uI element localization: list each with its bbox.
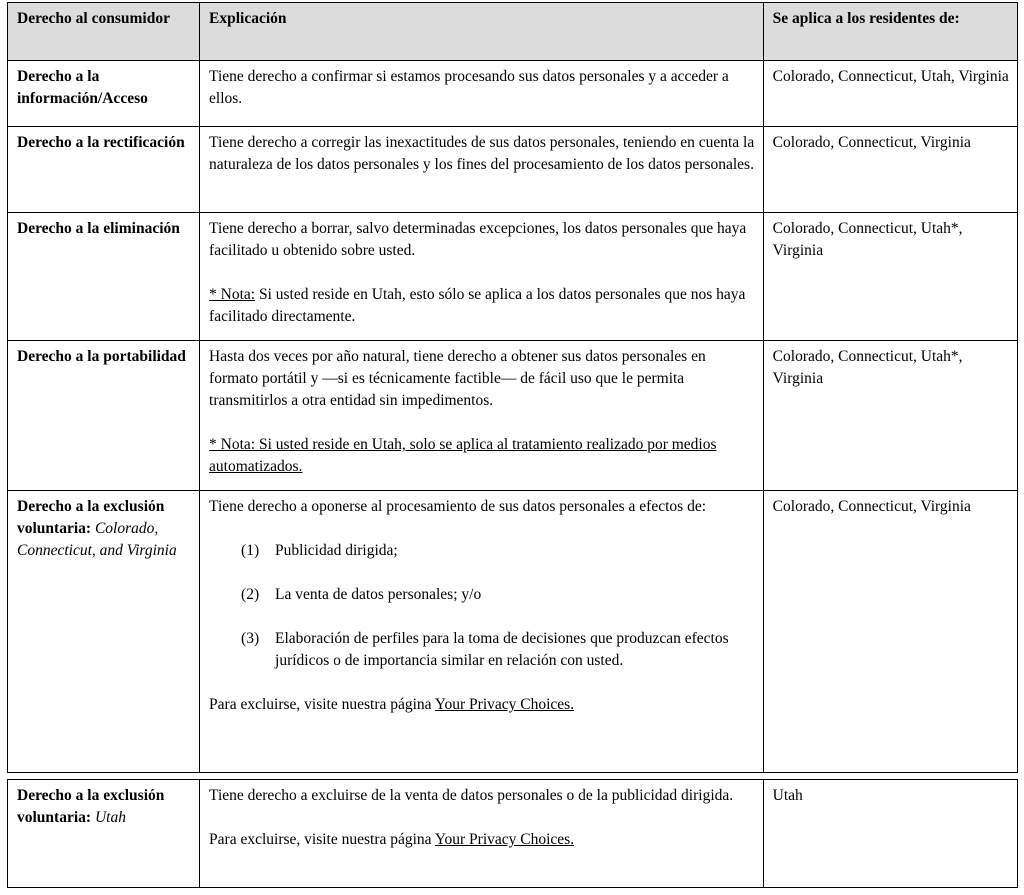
right-explanation-cell	[200, 213, 764, 341]
right-applies: Utah	[763, 780, 1017, 888]
right-explanation: Tiene derecho a confirmar si estamos procesando sus datos personales y a acceder a ellos.	[200, 61, 764, 127]
table-row	[8, 780, 1018, 888]
right-explanation-cell	[200, 341, 764, 491]
right-applies: Colorado, Connecticut, Utah*, Virginia	[763, 213, 1017, 341]
list-item-text: Elaboración de perfiles para la toma de decisiones que produzcan efectos jurídicos o de importancia similar en relación con usted.	[275, 630, 729, 669]
right-applies: Colorado, Connecticut, Virginia	[763, 491, 1017, 773]
opt-out-instruction	[209, 694, 755, 716]
right-explanation: Tiene derecho a excluirse de la venta de datos personales o de la publicidad dirigida.	[209, 787, 734, 804]
right-name: Derecho a la portabilidad	[8, 341, 200, 491]
right-explanation-cell	[200, 780, 764, 888]
table-row	[8, 491, 1018, 773]
purpose-list	[209, 540, 755, 672]
right-explanation-cell	[200, 491, 764, 773]
right-name: Derecho a la eliminación	[8, 213, 200, 341]
right-name: Derecho a la exclusión voluntaria:	[17, 498, 165, 537]
right-explanation: Tiene derecho a borrar, salvo determinadas excepciones, los datos personales que haya facilitado u obtenido sobre usted.	[209, 220, 747, 259]
table-row	[8, 127, 1018, 213]
right-explanation: Hasta dos veces por año natural, tiene derecho a obtener sus datos personales en formato portátil y —si es técnicamente factible— de fácil uso que le permita transmitirlos a otra entidad sin impedimentos.	[209, 348, 706, 409]
consumer-rights-table-continued	[7, 779, 1018, 888]
list-item	[209, 540, 755, 562]
right-applies: Colorado, Connecticut, Utah, Virginia	[763, 61, 1017, 127]
right-states: Colorado, Connecticut, and Virginia	[17, 520, 177, 559]
right-name: Derecho a la exclusión voluntaria:	[17, 787, 165, 826]
header-explanation: Explicación	[200, 3, 764, 61]
right-states: Utah	[91, 809, 126, 826]
list-item-number: (2)	[241, 586, 260, 603]
note-label: * Nota:	[209, 286, 256, 303]
table-row	[8, 61, 1018, 127]
right-name-cell	[8, 780, 200, 888]
list-item-text: Publicidad dirigida;	[275, 542, 398, 559]
list-item-number: (3)	[241, 630, 260, 647]
consumer-rights-table	[7, 2, 1018, 773]
table-header-row	[8, 3, 1018, 61]
note-text: Si usted reside en Utah, esto sólo se aplica a los datos personales que nos haya facilitado directamente.	[209, 286, 746, 325]
table-row	[8, 213, 1018, 341]
list-item	[209, 628, 755, 672]
list-item-text: La venta de datos personales; y/o	[275, 586, 482, 603]
header-consumer-right: Derecho al consumidor	[8, 3, 200, 61]
opt-out-text: Para excluirse, visite nuestra página	[209, 696, 435, 713]
privacy-choices-link[interactable]: Your Privacy Choices.	[434, 696, 575, 713]
table-row	[8, 341, 1018, 491]
right-applies: Colorado, Connecticut, Virginia	[763, 127, 1017, 213]
note	[209, 284, 755, 328]
right-explanation: Tiene derecho a corregir las inexactitudes de sus datos personales, teniendo en cuenta la naturaleza de los datos personales y los fines del procesamiento de los datos personales.	[200, 127, 764, 213]
right-name: Derecho a la rectificación	[8, 127, 200, 213]
list-item	[209, 584, 755, 606]
note: * Nota: Si usted reside en Utah, solo se aplica al tratamiento realizado por medios automatizados.	[209, 436, 717, 475]
opt-out-text: Para excluirse, visite nuestra página	[209, 831, 435, 848]
header-applies-to: Se aplica a los residentes de:	[763, 3, 1017, 61]
privacy-choices-link[interactable]: Your Privacy Choices.	[434, 831, 575, 848]
right-applies: Colorado, Connecticut, Utah*, Virginia	[763, 341, 1017, 491]
opt-out-instruction	[209, 829, 755, 851]
right-name-cell	[8, 491, 200, 773]
right-explanation: Tiene derecho a oponerse al procesamiento de sus datos personales a efectos de:	[209, 498, 707, 515]
list-item-number: (1)	[241, 542, 260, 559]
right-name: Derecho a la información/Acceso	[8, 61, 200, 127]
